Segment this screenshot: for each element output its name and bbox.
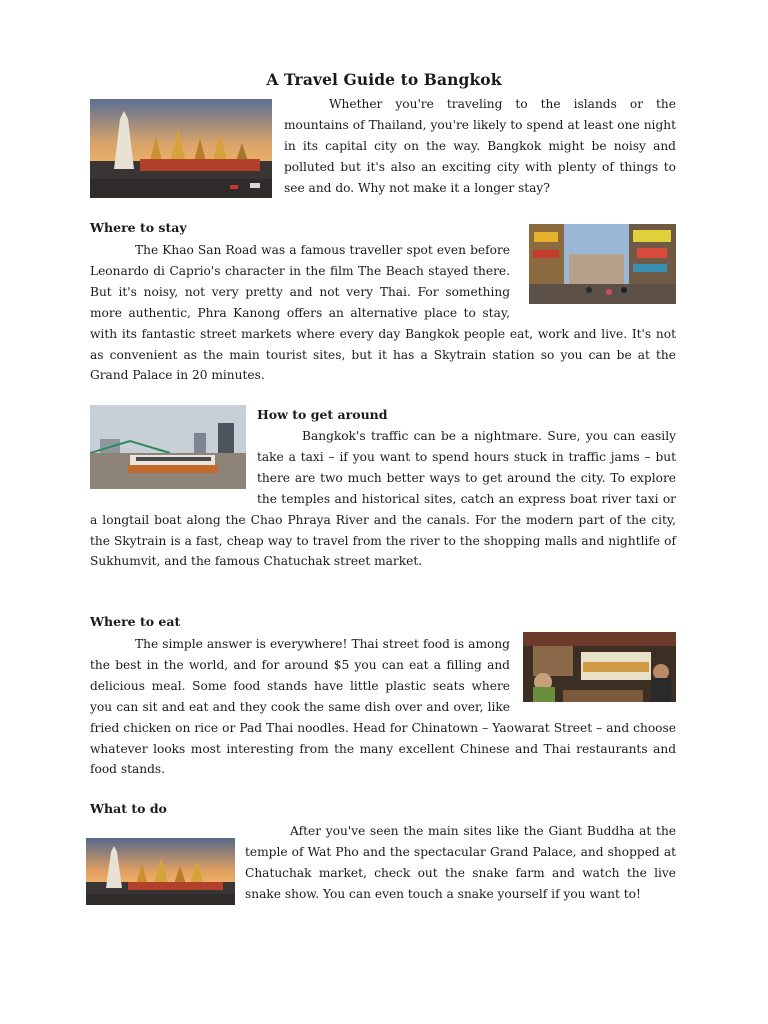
heading-where-to-stay: Where to stay <box>90 220 187 235</box>
heading-where-to-eat: Where to eat <box>90 614 181 629</box>
document-title: A Travel Guide to Bangkok <box>266 70 502 89</box>
what-to-do-paragraph: After you've seen the main sites like the Giant Buddha at the temple of Wat Pho and the spectacular Grand Palace, and shopped at Chatuchak market, check out the snake farm and watch the live snake show. You can even touch a snake yourself if you want to! <box>245 824 676 901</box>
heading-how-to-get-around: How to get around <box>257 407 388 422</box>
where-to-stay-paragraph: The Khao San Road was a famous traveller spot even before Leonardo di Caprio's character in the film The Beach stayed there. But it's noisy, not very pretty and not very Thai. For something more authentic, Phra Kanong offers an alternative place to stay, with its fantastic street markets where every day Bangkok people eat, work and live. It's not as convenient as the main tourist sites, but it has a Skytrain station so you can be at the Grand Palace in 20 minutes. <box>90 243 676 383</box>
intro-paragraph: Whether you're traveling to the islands or the mountains of Thailand, you're likely to spend at least one night in its capital city on the way. Bangkok might be noisy and polluted but it's also an exciting city with plenty of things to see and do. Why not make it a longer stay? <box>284 97 676 195</box>
heading-what-to-do: What to do <box>90 801 167 816</box>
how-to-get-around-paragraph: Bangkok's traffic can be a nightmare. Sure, you can easily take a taxi – if you want to spend hours stuck in traffic jams – but there are two much better ways to get around the city. To explore the temples and historical sites, catch an express boat river taxi or a longtail boat along the Chao Phraya River and the canals. For the modern part of the city, the Skytrain is a fast, cheap way to travel from the river to the shopping malls and nightlife of Sukhumvit, and the famous Chatuchak street market. <box>90 429 676 569</box>
temple-sunset-photo <box>86 838 235 905</box>
grand-palace-photo <box>90 99 272 198</box>
where-to-eat-paragraph: The simple answer is everywhere! Thai street food is among the best in the world, and for around $5 you can eat a filling and delicious meal. Some food stands have little plastic seats where you can sit and eat and they cook the same dish over and over, like fried chicken on rice or Pad Thai noodles. Head for Chinatown – Yaowarat Street – and choose whatever looks most interesting from the many excellent Chinese and Thai restaurants and food stands. <box>90 637 676 777</box>
